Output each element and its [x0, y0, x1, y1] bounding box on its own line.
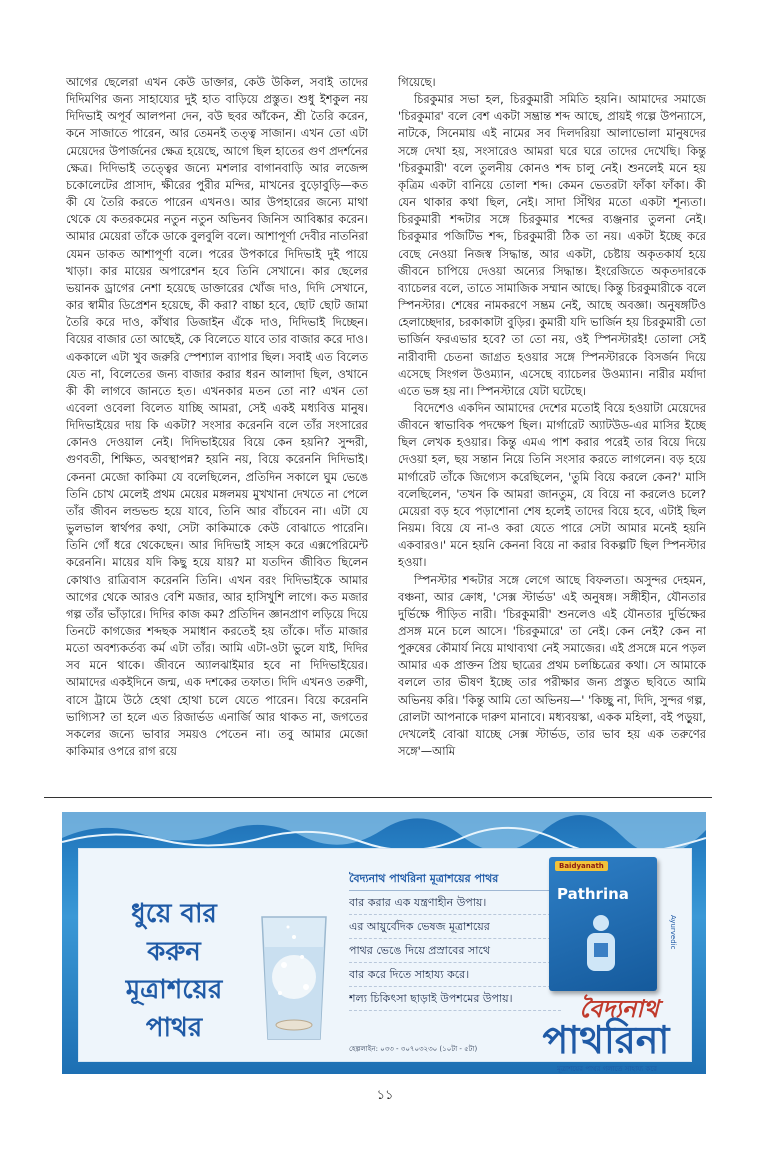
ad-line: শল্য চিকিৎসা ছাড়াই উপশমের উপায়। [349, 987, 561, 1011]
article-paragraph: স্পিনস্টার শব্দটার সঙ্গে লেগে আছে বিফলতা। অসুন্দর দেহমন, বঞ্চনা, আর ক্রোধ, 'সেক্স স্টার্ভড' এই অনুষঙ্গ। সঙ্গীহীন, যৌনতার দুর্ভিক্ষে পীড়িত নারী। 'চিরকুমারী' শুনলেও এই যৌনতার দুর্ভিক্ষের প্রসঙ্গ মনে চলে আসে। 'চিরকুমারে' তা নেই। কেন নেই? কেন না পুরুষের কৌমার্য নিয়ে মাথাব্যথা নেই সমাজের। এই প্রসঙ্গে মনে পড়ল আমার এক প্রাক্তন প্রিয় ছাত্রের প্রথম চলচ্চিত্রের কথা। সে আমাকে বললে তার ভীষণ ইচ্ছে তার পরীক্ষার জন্য প্রস্তুত ছবিতে আমি অভিনয় করি। 'কিন্তু আমি তো অভিনয়—' 'কিচ্ছু না, দিদি, সুন্দর গল্প, রোলটা আপনাকে দারুণ মানাবে। মধ্যবয়স্কা, একক মহিলা, বই পড়ুয়া, দেখলেই বোঝা যাচ্ছে সেক্স স্টার্ভড, তার ভাব হয় এক তরুণের সঙ্গে'—আমি [398, 572, 706, 759]
slogan-line: মূত্রাশয়ের [125, 975, 223, 1005]
slogan-line: ধুয়ে বার [131, 899, 217, 929]
article-paragraph: গিয়েছে। [398, 75, 436, 89]
article-paragraph: চিরকুমার সভা হল, চিরকুমারী সমিতি হয়নি। আমাদের সমাজে 'চিরকুমার' বলে বেশ একটা সম্ভ্রান্ত শব্দ আছে, প্রায়ই গল্পে উপন্যাসে, নাটকে, সিনেমায় এই নামের সব দিলদরিয়া আলাভোলা মানুষদের সঙ্গে দেখা হয়, সংসারেও আমরা ঘরে ঘরে তাদের দেখেছি। কিন্তু 'চিরকুমারী' বলে তুলনীয় কোনও শব্দ চালু নেই। শুনলেই মনে হয় কৃত্রিম একটা বানিয়ে তোলা শব্দ। কেমন ভেতরটা ফাঁকা ফাঁকা। কী যেন থাকার কথা ছিল, নেই। সাদা সিঁথির মতো একটা শূন্যতা। চিরকুমারী শব্দটার সঙ্গে চিরকুমার শব্দের ব্যঞ্জনার তুলনা নেই। চিরকুমার পজিটিভ শব্দ, চিরকুমারী ঠিক তা নয়। একটা ইচ্ছে করে বেছে নেওয়া নিজস্ব সিদ্ধান্ত, আর একটা, চেষ্টায় অকৃতকার্য হয়ে জীবনে চাপিয়ে দেওয়া অন্যের সিদ্ধান্ত। ইংরেজিতে অকৃতদারকে ব্যাচেলর বলে, তাতে সামাজিক সম্মান আছে। কিন্তু চিরকুমারীকে বলে স্পিনস্টার। শেষের নামকরণে সম্ভ্রম নেই, আছে অবজ্ঞা। অনুষঙ্গটিও হেলাচ্ছেদার, চরকাকাটা বুড়ির। কুমারী যদি ভার্জিন হয় চিরকুমারী তো ভার্জিন ফরএভার হবে? তা তো নয়, ওই স্পিনস্টারই! তোলা সেই নারীবাদী চেতনা জাগ্রত হওয়ার সঙ্গে স্পিনস্টারকে বিসর্জন দিয়ে এসেছে সিংগল উওম্যান, এসেছে ব্যাচেলর উওম্যান। নারীর মর্যাদা এতে ভঙ্গ হয় না। স্পিনস্টারে যেটা ঘটেছে। [398, 92, 706, 398]
box-brand-label: Baidyanath [555, 861, 608, 871]
ad-side-note: Ayurvedic [669, 915, 677, 950]
fizzing-glass-image [244, 907, 344, 1045]
article-right-column [398, 74, 706, 794]
brand-logo: বৈদ্যনাথ [579, 995, 659, 1023]
product-tagline: মূত্রাশয়ের পাথর গলাতে সাহায্য করে [557, 1065, 657, 1073]
page-number: ১১ [376, 1088, 394, 1103]
article-paragraph: আগের ছেলেরা এখন কেউ ডাক্তার, কেউ উকিল, সবাই তাদের দিদিমণির জন্য সাহায্যের দুই হাত বাড়িয়ে প্রস্তুত। শুধু ইশকুল নয় দিদিভাই অপূর্ব আলপনা দেন, বউ ছবর আঁকেন, শ্রী তৈরি করেন, কনে সাজাতে পারেন, আর তেমনই তত্ত্ব সাজান। এখন তো এটা মেয়েদের উপার্জনের ক্ষেত্র হয়েছে, আগে ছিল হাতের গুণ প্রদর্শনের ক্ষেত্র। দিদিভাই তত্ত্বের জন্যে মশলার বাগানবাড়ি আর লজেন্স চকোলেটের প্রাসাদ, ক্ষীরের পুরীর মন্দির, মাখনের বুড়োবুড়ি—কত কী যে তৈরি করতে পারেন এখনও। আর উপহারের জন্যে মাথা থেকে যে কতরকমের নতুন নতুন অভিনব জিনিস আবিষ্কার করেন। আমার মেয়েরা তাঁকে ডাকে বুলবুলি বলে। আশাপূর্ণা দেবীর নাতনিরা যেমন ডাকত আশাপূর্ণা বলে। পরের উপকারে দিদিভাই দুই পায়ে খাড়া। কার মায়ের অপারেশন হবে তিনি সেখানে। কার ছেলের ভয়ানক ড্রাগের নেশা হয়েছে ডাক্তারের খোঁজ দাও, দিদি সেখানে, কার স্বামীর ডিপ্রেশন হয়েছে, কী করা? বাচ্চা হবে, ছোট ছোট জামা তৈরি করে দাও, কাঁথার ডিজাইন এঁকে দাও, দিদিভাই দিচ্ছেন। বিয়ের বাজার তো আছেই, কে বিলেতে যাবে তার বাজার করে দাও। এককালে এটা খুব জরুরি স্পেশ্যাল ব্যাপার ছিল। সবাই এত বিলেত যেত না, বিলেতের জন্য বাজার করার ধরন আলাদা ছিল, ওখানে কী কী লাগবে জানতে হত। এখনকার মতন তো না? এখন তো এবেলা ওবেলা বিলেত যাচ্ছি আমরা, সেই একই মধ্যবিত্ত মানুষ। দিদিভাইয়ের দায় কি একটা? সংসার করেননি বলে তাঁর সংসারের কোনও দেওয়াল নেই। দিদিভাইয়ের বিয়ে কেন হয়নি? সুন্দরী, গুণবতী, শিক্ষিত, অবস্থাপন্ন? হয়নি নয়, বিয়ে করেননি দিদিভাই। কেননা মেজো কাকিমা যে বলেছিলেন, প্রতিদিন সকালে ঘুম ভেঙে তিনি চোখ মেলেই প্রথম মেয়ের মঙ্গলময় মুখখানা দেখতে না পেলে তাঁর জীবন লন্ডভন্ড হয়ে যাবে, তিনি আর বাঁচবেন না। এটা যে ভুলভাল স্বার্থপর কথা, সেটা কাকিমাকে কেউ বোঝাতে পারেনি। তিনি গোঁ ধরে থেকেছেন। আর দিদিভাই সাহস করে এক্সপেরিমেন্ট করেননি। মায়ের যদি কিছু হয়ে যায়? মা যতদিন জীবিত ছিলেন কোথাও রাত্রিবাস করেননি তিনি। এখন বরং দিদিভাইকে আমার আগের থেকে আরও বেশি মজার, আর হাসিখুশি লাগে। কত মজার গল্প তাঁর ভাঁড়ারে। দিদির কাজ কম? প্রতিদিন জ্ঞানপ্রাণ লড়িয়ে দিয়ে তিনটে কাগজের শব্দছক সমাধান করতেই হয় তাঁকে। দাঁত মাজার মতো অবশ্যকর্তব্য কর্ম এটা তাঁর। আমি এটা-ওটা ভুলে যাই, দিদির সব মনে থাকে। জীবনে অ্যালঝাইমার হবে না দিদিভাইয়ের। আমাদের একইদিনে জন্ম, এক দশকের তফাত। দিদি এখনও তরুণী, বাসে ট্রামে উঠে হেথা হোথা চলে যেতে পারেন। বিয়ে করেননি ভাগ্যিস? তা হলে এত রিজার্ভড এনার্জি আর থাকত না, জগতের সকলের জন্যে ভাবার সময়ও পেতেন না। তবু আমার মেজো কাকিমার ওপরে রাগ রয়ে [66, 75, 368, 759]
ad-slogan [89, 895, 259, 1047]
product-name: পাথরিনা [542, 1018, 670, 1062]
ad-heading: বৈদ্যনাথ পাথরিনা মূত্রাশয়ের পাথর [349, 867, 561, 891]
slogan-line: পাথর [145, 1013, 203, 1043]
ad-line: পাথর ভেঙে দিয়ে প্রস্রাবের সাথে [349, 939, 561, 963]
slogan-line: করুন [147, 937, 201, 967]
ad-line: বার করার এক যন্ত্রণাহীন উপায়। [349, 891, 561, 915]
ad-line: এর আয়ুর্বেদিক ভেষজ মূত্রাশয়ের [349, 915, 561, 939]
box-title: Pathrina [557, 885, 629, 903]
ad-panel [78, 848, 692, 1073]
article-paragraph: বিদেশেও একদিন আমাদের দেশের মতোই বিয়ে হওয়াটা মেয়েদের জীবনে স্বাভাবিক পদক্ষেপ ছিল। মার্গারেট অ্যাটউড-এর মাসির ইচ্ছে ছিল লেখক হওয়ার। কিন্তু এমএ পাশ করার পরেই তার বিয়ে দিয়ে দেওয়া হল, ছয় সন্তান নিয়ে তিনি সংসার করতে লাগলেন। বড় হয়ে মার্গারেট তাঁকে জিগ্যেস করেছিলেন, 'তুমি বিয়ে করলে কেন?' মাসি বলেছিলেন, 'তখন কি আমরা জানতুম, যে বিয়ে না করলেও চলে? মেয়েরা বড় হবে পড়াশোনা শেষ হলেই তাদের বিয়ে হবে, এটাই ছিল নিয়ম। বিয়ে যে না-ও করা যেতে পারে সেটা আমার মনেই হয়নি একবারও।' মনে হয়নি কেননা বিয়ে না করার বিকল্পটি ছিল স্পিনস্টার হওয়া। [398, 400, 706, 570]
product-box-image [549, 857, 657, 991]
ad-helpline: হেল্পলাইন: ০৩৩ - ৩০৭০৩২৩০ (১০টা - ৫টা) [349, 1045, 478, 1053]
article-left-column [66, 74, 368, 794]
kidney-figure-icon [579, 913, 623, 973]
water-wave-graphic [62, 812, 706, 852]
ad-body-text [349, 867, 561, 1011]
ad-separator-rule [44, 797, 712, 798]
ad-line: বার করে দিতে সাহায্য করে। [349, 963, 561, 987]
pathrina-advertisement[interactable] [62, 812, 706, 1074]
